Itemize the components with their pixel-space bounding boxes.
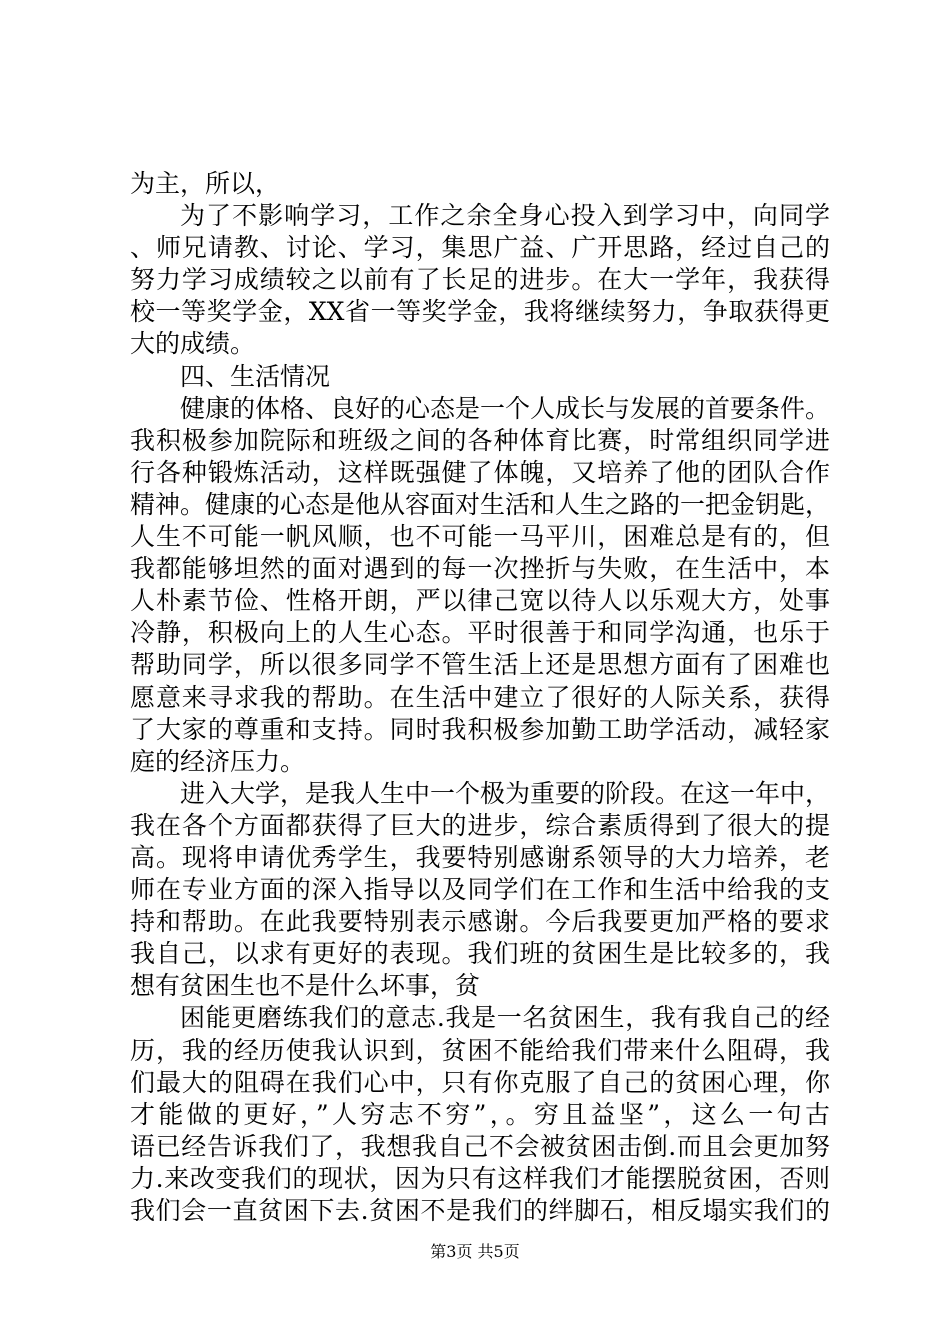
text-line: 我都能够坦然的面对遇到的每一次挫折与失败，在生活中，本: [130, 554, 830, 584]
text-line: 才能做的更好，”人穷志不穷”，。穷且益坚”，这么一句古: [130, 1099, 830, 1129]
text-line: 努力学习成绩较之以前有了长足的进步。在大一学年，我获得: [130, 265, 830, 295]
text-line: 人朴素节俭、性格开朗，严以律己宽以待人以乐观大方，处事: [130, 586, 830, 616]
text-line: 、师兄请教、讨论、学习，集思广益、广开思路，经过自己的: [130, 233, 830, 263]
section-heading: 四、生活情况: [180, 361, 331, 391]
text-line: 冷静，积极向上的人生心态。平时很善于和同学沟通，也乐于: [130, 618, 830, 648]
text-line: 力.来改变我们的现状，因为只有这样我们才能摆脱贫困，否则: [130, 1163, 830, 1193]
text-line: 愿意来寻求我的帮助。在生活中建立了很好的人际关系，获得: [130, 682, 830, 712]
text-line: 人生不可能一帆风顺，也不可能一马平川，困难总是有的，但: [130, 522, 830, 552]
text-line: 师在专业方面的深入指导以及同学们在工作和生活中给我的支: [130, 875, 830, 905]
text-line: 我们会一直贫困下去.贫困不是我们的绊脚石，相反塌实我们的: [130, 1196, 830, 1225]
text-line: 了大家的尊重和支持。同时我积极参加勤工助学活动，减轻家: [130, 714, 830, 744]
text-line: 精神。健康的心态是他从容面对生活和人生之路的一把金钥匙，: [130, 489, 830, 519]
text-line: 们最大的阻碍在我们心中，只有你克服了自己的贫困心理，你: [130, 1067, 830, 1097]
text-line: 持和帮助。在此我要特别表示感谢。今后我要更加严格的要求: [130, 907, 830, 937]
text-line: 大的成绩。: [130, 329, 256, 359]
text-line: 行各种锻炼活动，这样既强健了体魄，又培养了他的团队合作: [130, 457, 830, 487]
text-line: 我自己，以求有更好的表现。我们班的贫困生是比较多的，我: [130, 939, 830, 969]
text-line: 想有贫困生也不是什么坏事，贫: [130, 971, 481, 1001]
text-line: 我积极参加院际和班级之间的各种体育比赛，时常组织同学进: [130, 425, 830, 455]
text-line: 为主，所以，: [130, 169, 281, 198]
text-line: 为了不影响学习，工作之余全身心投入到学习中，向同学: [180, 201, 830, 231]
text-line: 健康的体格、良好的心态是一个人成长与发展的首要条件。: [180, 393, 830, 423]
text-line: 进入大学，是我人生中一个极为重要的阶段。在这一年中，: [180, 778, 830, 808]
page-number-footer: 第3页 共5页: [430, 1242, 520, 1261]
text-line: 帮助同学，所以很多同学不管生活上还是思想方面有了困难也: [130, 650, 830, 680]
text-line: 历，我的经历使我认识到，贫困不能给我们带来什么阻碍，我: [130, 1035, 830, 1065]
text-line: 我在各个方面都获得了巨大的进步，综合素质得到了很大的提: [130, 810, 830, 840]
document-body: [130, 168, 830, 1227]
text-line: 校一等奖学金，XX省一等奖学金，我将继续努力，争取获得更: [130, 297, 830, 327]
text-line: 庭的经济压力。: [130, 746, 306, 776]
text-line: 困能更磨练我们的意志.我是一名贫困生，我有我自己的经: [180, 1003, 830, 1033]
text-line: 语已经告诉我们了，我想我自己不会被贫困击倒.而且会更加努: [130, 1131, 830, 1161]
text-line: 高。现将申请优秀学生，我要特别感谢系领导的大力培养，老: [130, 842, 830, 872]
